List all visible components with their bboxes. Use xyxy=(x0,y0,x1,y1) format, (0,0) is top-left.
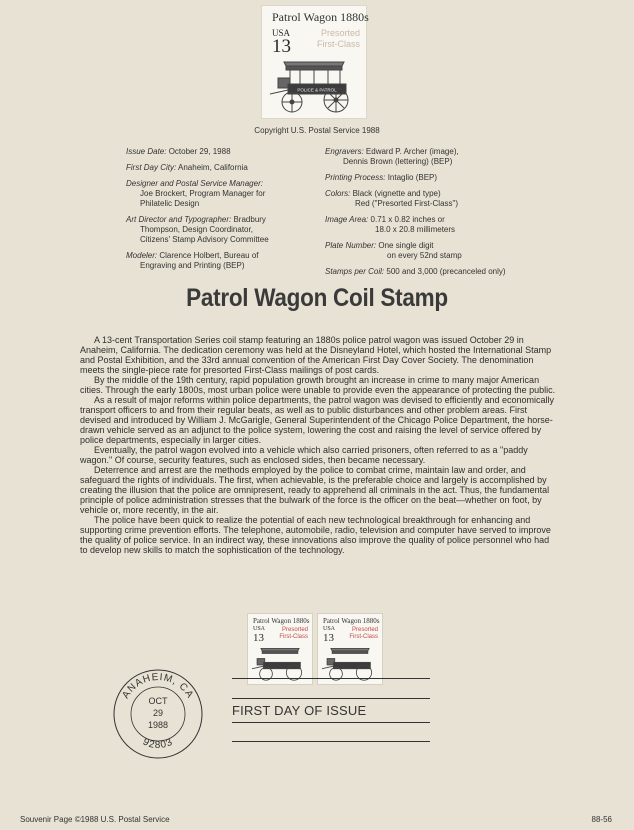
postmark-year: 1988 xyxy=(147,720,169,730)
page-heading: Patrol Wagon Coil Stamp xyxy=(186,284,448,312)
paragraph: As a result of major reforms within police departments, the patrol wagon was devised to efficiently and economically transport officers to and from their regular beats, as well as to public disturbances and other problem areas. First devised and introduced by William J. McGarigle, General Superintendent of the Chicago Police Department, the horse-drawn vehicle served as an adjunct to the police system, lowering the cost and raising the level of service offered by police departments, especially in larger cities. xyxy=(80,395,555,445)
fdc-rule xyxy=(232,741,430,742)
designer-line1: Joe Brockert, Program Manager for xyxy=(140,189,266,198)
postmark-day: 29 xyxy=(152,708,164,718)
fdc-city: Anaheim, California xyxy=(178,163,248,172)
body-text xyxy=(80,335,558,555)
fdc-stamp-right: Patrol Wagon 1880s USA 13 Presorted First-Class xyxy=(318,614,382,684)
engravers-line2: Dennis Brown (lettering) (BEP) xyxy=(343,157,453,166)
info-right-column xyxy=(325,147,545,277)
designer-line2: Philatelic Design xyxy=(140,199,200,208)
colors-line2: Red ("Presorted First-Class") xyxy=(355,199,459,208)
issue-date-label: Issue Date: xyxy=(126,147,167,156)
stamps-per-coil: 500 and 3,000 (precanceled only) xyxy=(386,267,506,276)
patrol-wagon-illustration xyxy=(252,644,308,682)
art-director-line1: Bradbury xyxy=(233,215,266,224)
postmark-zip: 92803 xyxy=(141,736,175,751)
stamp-image-large xyxy=(262,6,369,118)
colors-line1: Black (vignette and type) xyxy=(352,189,441,198)
printing-process: Intaglio (BEP) xyxy=(387,173,438,182)
fdc-rule xyxy=(232,722,430,723)
paragraph: The police have been quick to realize the potential of each new technological breakthrough for enhancing and supporting crime prevention efforts. The telephone, automobile, radio, television and computer have served to improve the quality of police service. In an indirect way, these innovations also improve the quality of police personnel who had to develop new skills to match the sophistication of the technology. xyxy=(80,515,551,555)
stamps-per-coil-label: Stamps per Coil: xyxy=(325,267,385,276)
modeler-label: Modeler: xyxy=(126,251,158,260)
art-director-line3: Citizens' Stamp Advisory Committee xyxy=(140,235,269,244)
postmark-month: OCT xyxy=(148,696,168,706)
plate-line1: One single digit xyxy=(378,241,434,250)
designer-label: Designer and Postal Service Manager: xyxy=(126,179,263,188)
stamp-presort: Presorted First-Class xyxy=(317,28,360,49)
plate-number-label: Plate Number: xyxy=(325,241,377,250)
paragraph: By the middle of the 19th century, rapid population growth brought an increase in crime to many major American cities. Through the early 1800s, most urban police were unable to provide even the appearance of protecting the public. xyxy=(80,375,556,395)
printing-label: Printing Process: xyxy=(325,173,386,182)
patrol-wagon-illustration xyxy=(322,644,378,682)
issue-date: October 29, 1988 xyxy=(168,147,231,156)
modeler-line1: Clarence Holbert, Bureau of xyxy=(159,251,259,260)
patrol-wagon-illustration xyxy=(270,56,358,114)
image-area-line2: 18.0 x 20.8 millimeters xyxy=(375,225,456,234)
postmark-city: ANAHEIM, CA xyxy=(120,671,196,701)
engravers-label: Engravers: xyxy=(325,147,364,156)
paragraph: Eventually, the patrol wagon evolved into a vehicle which also carried prisoners, often referred to as a "paddy wagon." Of course, security features, such as enclosed sides, then became necessary. xyxy=(80,445,528,465)
fdc-city-label: First Day City: xyxy=(126,163,177,172)
first-day-of-issue: FIRST DAY OF ISSUE xyxy=(232,703,367,718)
art-director-line2: Thompson, Design Coordinator, xyxy=(140,225,253,234)
colors-label: Colors: xyxy=(325,189,351,198)
svg-text:92803 xyxy=(141,737,175,751)
info-left-column xyxy=(126,147,326,271)
modeler-line2: Engraving and Printing (BEP) xyxy=(140,261,245,270)
fdc-rule xyxy=(232,698,430,699)
fdc-stamp-left: Patrol Wagon 1880s USA 13 Presorted First-Class xyxy=(248,614,312,684)
paragraph: A 13-cent Transportation Series coil stamp featuring an 1880s police patrol wagon was issued October 29 in Anaheim, California. The dedication ceremony was held at the Disneyland Hotel, which hosted the International Stamp and Postal Exhibition, and the 33rd annual convention of the American First Day Cover Society. The denomination meets the single-piece rate for presorted First-Class mailings of post cards. xyxy=(80,335,552,375)
image-area-line1: 0.71 x 0.82 inches or xyxy=(370,215,445,224)
copyright-line: Copyright U.S. Postal Service 1988 xyxy=(254,126,380,135)
stamp-usa: USA xyxy=(272,28,291,38)
image-area-label: Image Area: xyxy=(325,215,369,224)
wagon-sign: POLICE & PATROL xyxy=(297,87,337,93)
postmark-cancel xyxy=(110,666,206,762)
plate-line2: on every 52nd stamp xyxy=(387,251,462,260)
stamp-title: Patrol Wagon 1880s xyxy=(272,10,369,24)
paragraph: Deterrence and arrest are the methods employed by the police to combat crime, maintain law and order, and safeguard the rights of individuals. The first, when achievable, is the preferable choice and largely is accomplished by creating the illusion that the police are omnipresent, ready to apprehend all criminals in the act. Thus, the fundamental principle of police administration stresses that the bulwark of the force is the officer on the beat—whether on foot, by vehicle or, more recently, in the air. xyxy=(80,465,550,515)
fdc-rule xyxy=(232,678,430,679)
stamp-value: 13 xyxy=(272,36,291,57)
page-number: 88-56 xyxy=(591,815,612,824)
engravers-line1: Edward P. Archer (image), xyxy=(365,147,459,156)
footer-credit: Souvenir Page ©1988 U.S. Postal Service xyxy=(20,815,170,824)
art-director-label: Art Director and Typographer: xyxy=(126,215,232,224)
